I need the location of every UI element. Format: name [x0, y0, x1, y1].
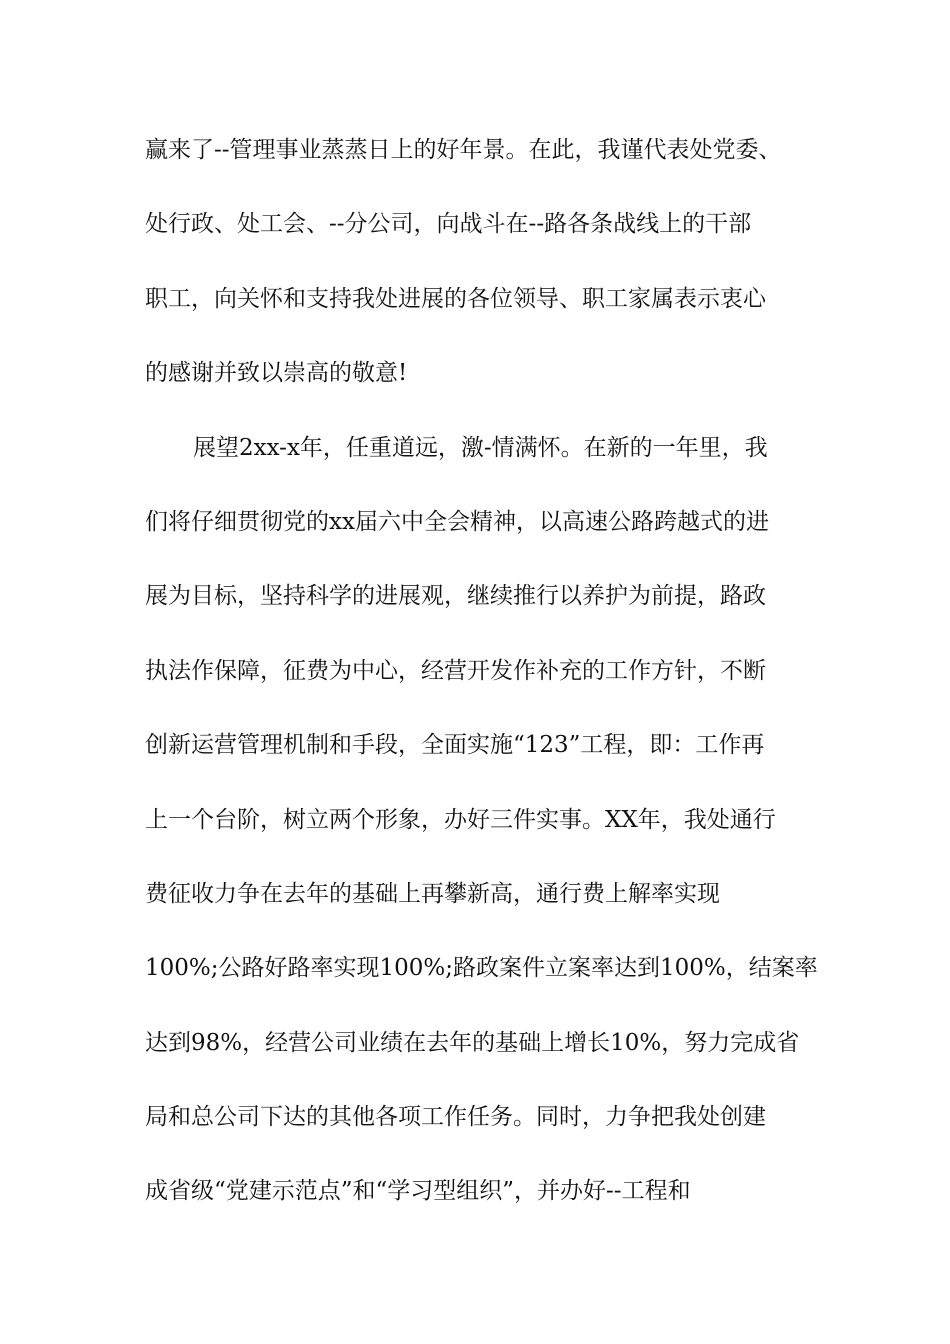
text-line: 职工，向关怀和支持我处进展的各位领导、职工家属表示衷心 [145, 285, 766, 312]
text-line: 100%;公路好路率实现100%;路政案件立案率达到100%，结案率 [145, 955, 818, 982]
text-line: 赢来了--管理事业蒸蒸日上的好年景。在此，我谨代表处党委、 [145, 137, 782, 163]
text-line: 达到98%，经营公司业绩在去年的基础上增长10%，努力完成省 [145, 1029, 800, 1056]
paragraph-first-line: 展望2xx-x年，任重道远，激-情满怀。在新的一年里，我 [193, 434, 768, 461]
text-line: 执法作保障，征费为中心，经营开发作补充的工作方针，不断 [145, 657, 766, 684]
text-line: 成省级“党建示范点”和“学习型组织”，并办好--工程和 [145, 1178, 691, 1205]
body-text [145, 127, 845, 1243]
text-line: 上一个台阶，树立两个形象，办好三件实事。XX年，我处通行 [145, 806, 776, 833]
text-line: 费征收力争在去年的基础上再攀新高，通行费上解率实现 [145, 880, 720, 907]
text-line: 创新运营管理机制和手段，全面实施“123”工程，即：工作再 [145, 732, 765, 759]
text-line: 的感谢并致以崇高的敬意! [145, 360, 408, 387]
text-line: 们将仔细贯彻党的xx届六中全会精神，以高速公路跨越式的进 [145, 508, 769, 535]
text-line: 展为目标，坚持科学的进展观，继续推行以养护为前提，路政 [145, 583, 766, 610]
text-line: 局和总公司下达的其他各项工作任务。同时，力争把我处创建 [145, 1104, 766, 1131]
text-line: 处行政、处工会、--分公司，向战斗在--路各条战线上的干部 [145, 211, 752, 238]
